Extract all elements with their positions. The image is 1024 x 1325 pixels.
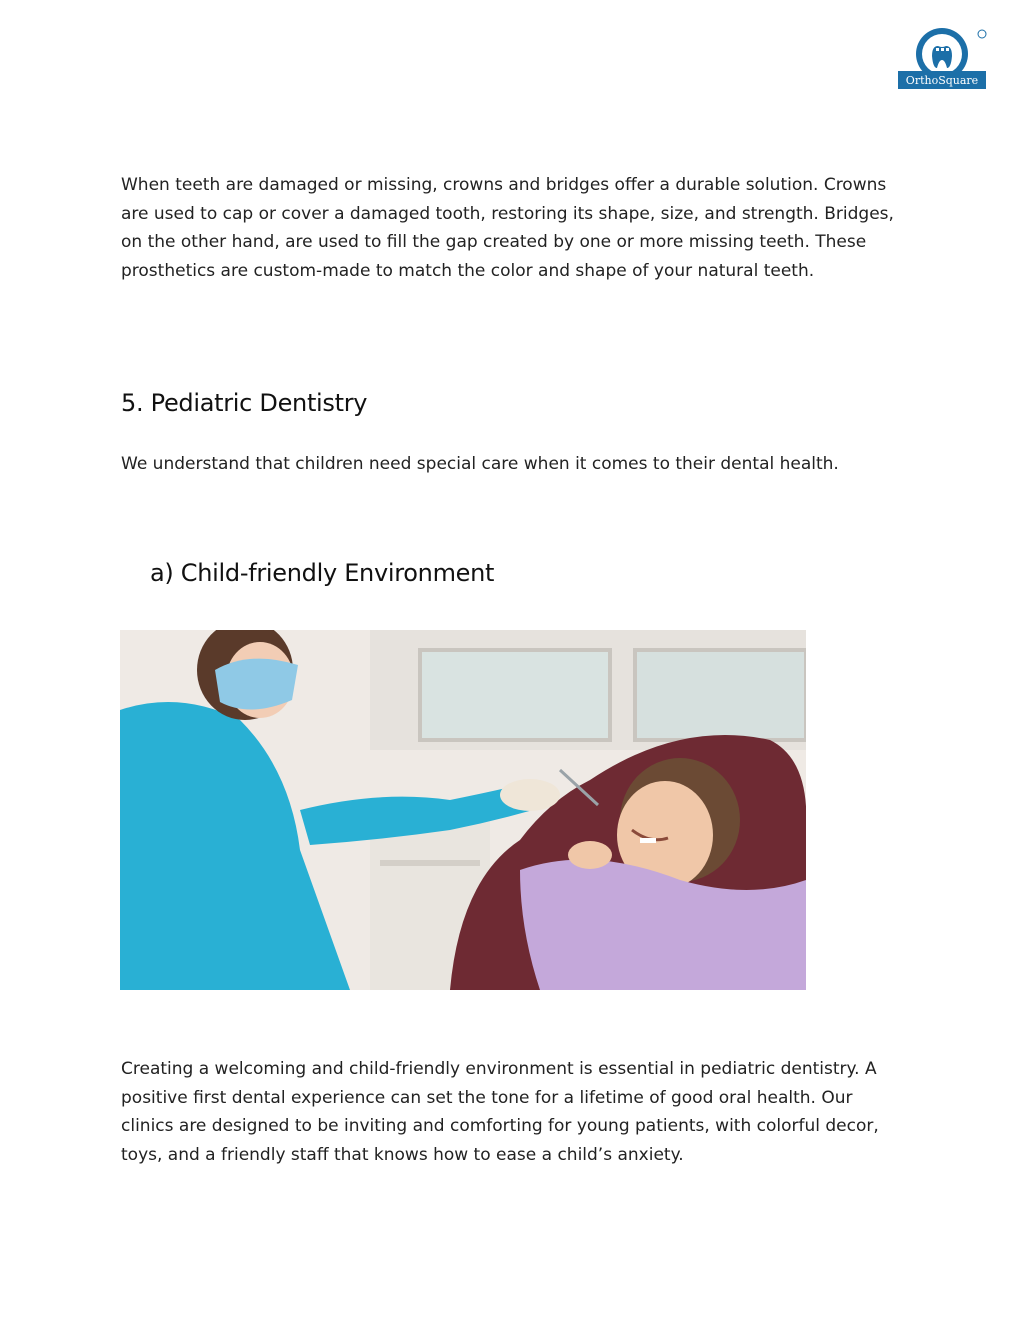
- dentist-child-photo: [120, 630, 806, 990]
- intro-paragraph: When teeth are damaged or missing, crowns and bridges offer a durable solution. Crowns are used to cap or cover a damaged tooth, restoring its shape, size, and strength. Bridges, on the other hand, are used to fill the gap created by one or more missing teeth. These prosthetics are custom-made to match the color and shape of your natural teeth.: [121, 175, 894, 281]
- brand-logo: [896, 26, 990, 94]
- subsection-paragraph: Creating a welcoming and child-friendly environment is essential in pediatric dentistry. A positive first dental experience can set the tone for a lifetime of good oral health. Our clinics are designed to be inviting and comforting for young patients, with colorful decor, toys, and a friendly staff that knows how to ease a child’s anxiety.: [121, 1059, 879, 1165]
- photo-illustration: [120, 630, 806, 990]
- section-heading: 5. Pediatric Dentistry: [121, 389, 368, 417]
- subsection-heading: a) Child-friendly Environment: [150, 559, 495, 587]
- logo-wordmark: OrthoSquare: [898, 71, 986, 89]
- tooth-logo-icon: [896, 26, 990, 74]
- section-intro-paragraph: We understand that children need special care when it comes to their dental health.: [121, 454, 839, 474]
